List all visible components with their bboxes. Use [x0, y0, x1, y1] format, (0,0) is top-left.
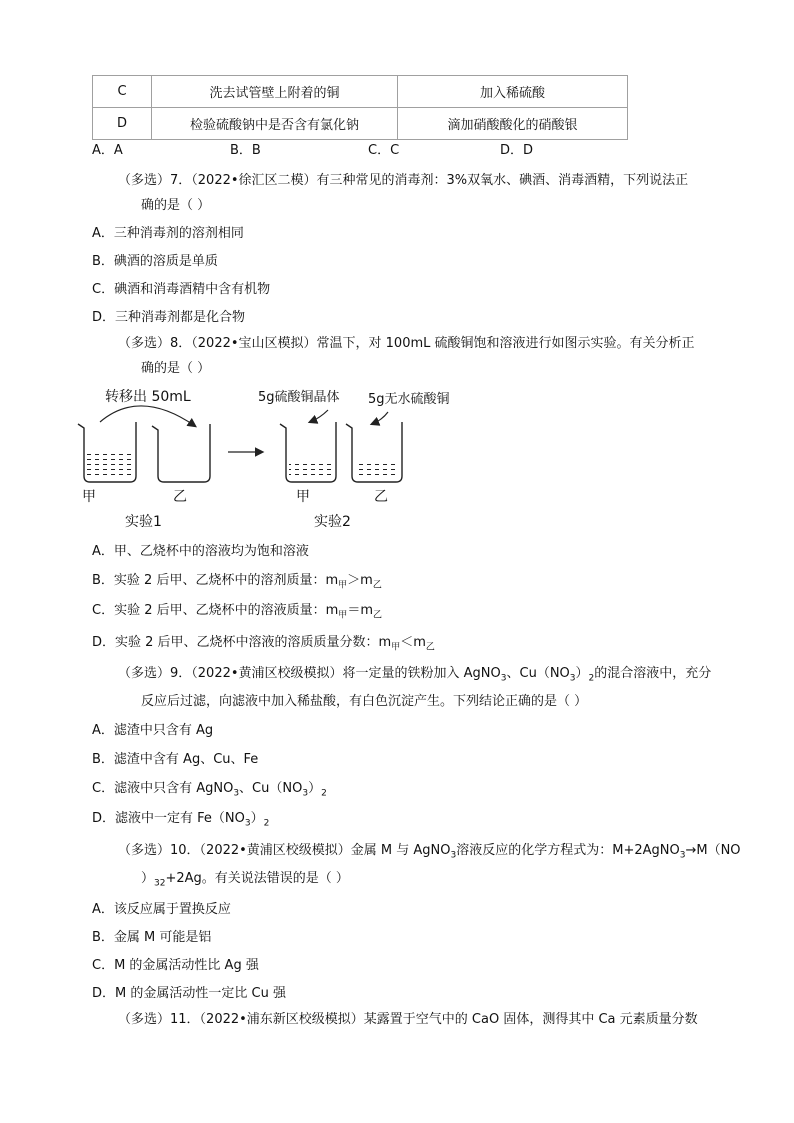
q9-stem-line1: （多选）9．（2022•黄浦区校级模拟）将一定量的铁粉加入 AgNO$_3$、$Cu(NO_3)_2$的混合溶液中，充分	[118, 666, 712, 684]
experiment-2-label: 实验2	[314, 514, 351, 530]
q8-stem-line2: 确的是（ ）	[141, 361, 211, 376]
experiment-table	[92, 75, 628, 140]
q7-option-b: B．碘酒的溶质是单质	[92, 254, 218, 269]
q8-option-a: A．甲、乙烧杯中的溶液均为饱和溶液	[92, 544, 309, 559]
row-purpose: 检验硫酸钠中是否含有氯化钠	[152, 108, 398, 140]
beaker-jia-2	[280, 422, 336, 482]
q10-option-a: A．该反应属于置换反应	[92, 902, 231, 917]
beaker-yi-2-label: 乙	[374, 489, 388, 505]
transfer-arrow	[100, 406, 195, 426]
q7-option-d: D．三种消毒剂都是化合物	[92, 310, 246, 325]
q7-option-c: C．碘酒和消毒酒精中含有机物	[92, 282, 271, 297]
row-method: 加入稀硫酸	[398, 76, 628, 108]
q8-option-b: B．实验 2 后甲、乙烧杯中的溶剂质量：$m_甲>m_乙$	[92, 573, 382, 591]
anhydrous-label: 5g无水硫酸铜	[368, 392, 450, 407]
crystal-label: 5g硫酸铜晶体	[258, 390, 340, 405]
beaker-yi-2	[346, 422, 402, 482]
q6-answer-c: C．C	[368, 143, 400, 158]
beaker-jia-1-label: 甲	[82, 489, 96, 505]
row-method: 滴加硝酸酸化的硝酸银	[398, 108, 628, 140]
experiment-1-label: 实验1	[125, 514, 162, 530]
q8-option-d: D．实验 2 后甲、乙烧杯中溶液的溶质质量分数：$m_甲<m_乙$	[92, 635, 435, 653]
experiment-diagram	[70, 382, 470, 532]
row-label: C	[93, 76, 152, 108]
q9-option-c: C．滤液中只含有 AgNO$_3$、$Cu(NO_3)_2$	[92, 781, 327, 799]
table-row	[93, 108, 628, 140]
q6-answer-d: D．D	[500, 143, 534, 158]
q9-option-a: A．滤渣中只含有 Ag	[92, 723, 214, 738]
q11-stem-line1: （多选）11．（2022•浦东新区校级模拟）某露置于空气中的 CaO 固体，测得其中 Ca 元素质量分数	[118, 1012, 698, 1027]
q10-stem-line1: （多选）10．（2022•黄浦区校级模拟）金属 M 与 AgNO$_3$溶液反应的化学方程式为：M+2AgNO$_3$→M（NO	[118, 843, 741, 861]
q8-option-c: C．实验 2 后甲、乙烧杯中的溶液质量：$m_甲=m_乙$	[92, 603, 383, 621]
row-label: D	[93, 108, 152, 140]
q7-option-a: A．三种消毒剂的溶剂相同	[92, 226, 244, 241]
row-purpose: 洗去试管壁上附着的铜	[152, 76, 398, 108]
q9-option-b: B．滤渣中含有 Ag、Cu、Fe	[92, 752, 259, 767]
anhydrous-arrow	[372, 412, 388, 424]
beaker-jia-2-label: 甲	[296, 489, 310, 505]
beaker-yi-1	[152, 424, 210, 482]
q10-stem-line2: ）$_{32}+2Ag$。有关说法错误的是（ ）	[141, 871, 349, 889]
q10-option-d: D．M 的金属活动性一定比 Cu 强	[92, 986, 286, 1001]
beaker-yi-1-label: 乙	[173, 489, 187, 505]
q7-stem-line1: （多选）7．（2022•徐汇区二模）有三种常见的消毒剂：3%双氧水、碘酒、消毒酒精，下列说法正	[118, 173, 689, 188]
q6-answer-a: A．A	[92, 143, 123, 158]
q7-stem-line2: 确的是（ ）	[141, 198, 211, 213]
q9-option-d: D．滤液中一定有 $Fe(NO_3)_2$	[92, 811, 270, 829]
q10-option-c: C．M 的金属活动性比 Ag 强	[92, 958, 259, 973]
crystal-arrow	[310, 410, 328, 422]
table-row	[93, 76, 628, 108]
q9-stem-line2: 反应后过滤，向滤液中加入稀盐酸，有白色沉淀产生。下列结论正确的是（ ）	[141, 694, 588, 709]
q10-option-b: B．金属 M 可能是铝	[92, 930, 212, 945]
beaker-jia-1	[78, 422, 136, 482]
q6-answer-b: B．B	[230, 143, 261, 158]
q8-stem-line1: （多选）8．（2022•宝山区模拟）常温下，对 100mL 硫酸铜饱和溶液进行如图示实验。有关分析正	[118, 336, 695, 351]
transfer-label: 转移出 50mL	[105, 389, 191, 405]
